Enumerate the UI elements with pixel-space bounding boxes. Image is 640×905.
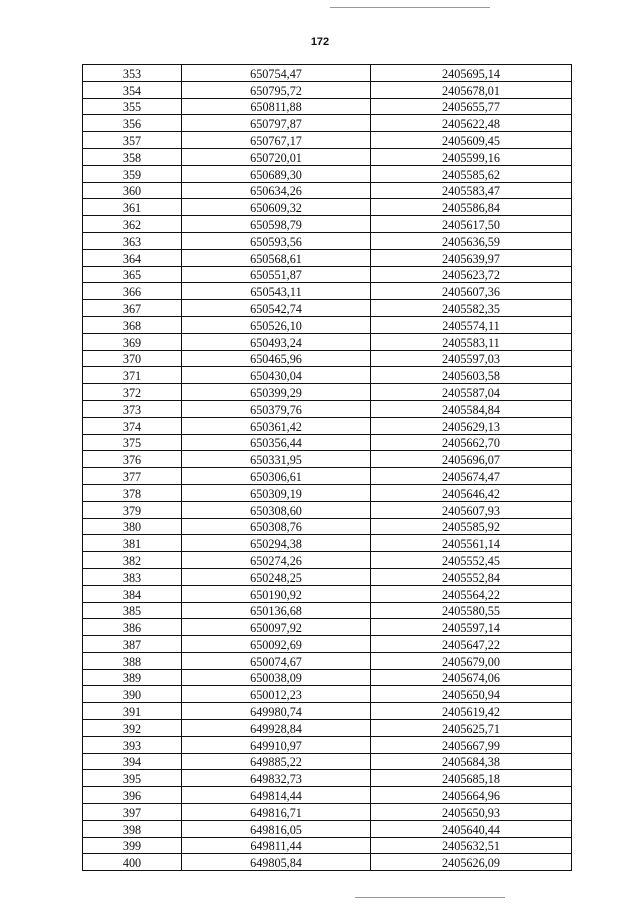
y-coordinate-cell: 2405585,62 bbox=[371, 165, 572, 182]
point-number-cell: 367 bbox=[83, 300, 182, 317]
y-coordinate-cell: 2405619,42 bbox=[371, 703, 572, 720]
table-row bbox=[83, 350, 572, 367]
y-coordinate-cell: 2405609,45 bbox=[371, 132, 572, 149]
table-row bbox=[83, 703, 572, 720]
x-coordinate-cell: 650097,92 bbox=[182, 619, 371, 636]
point-number-cell: 382 bbox=[83, 552, 182, 569]
table-row bbox=[83, 787, 572, 804]
table-row bbox=[83, 216, 572, 233]
x-coordinate-cell: 650379,76 bbox=[182, 400, 371, 417]
point-number-cell: 368 bbox=[83, 316, 182, 333]
table-row bbox=[83, 636, 572, 653]
point-number-cell: 354 bbox=[83, 81, 182, 98]
point-number-cell: 395 bbox=[83, 770, 182, 787]
y-coordinate-cell: 2405607,93 bbox=[371, 501, 572, 518]
point-number-cell: 388 bbox=[83, 652, 182, 669]
table-row bbox=[83, 434, 572, 451]
table-row bbox=[83, 451, 572, 468]
y-coordinate-cell: 2405585,92 bbox=[371, 518, 572, 535]
page-number: 172 bbox=[310, 36, 330, 48]
y-coordinate-cell: 2405587,04 bbox=[371, 384, 572, 401]
table-row bbox=[83, 417, 572, 434]
table-row bbox=[83, 316, 572, 333]
x-coordinate-cell: 650012,23 bbox=[182, 686, 371, 703]
x-coordinate-cell: 650493,24 bbox=[182, 333, 371, 350]
coordinates-table-body bbox=[83, 65, 572, 871]
point-number-cell: 398 bbox=[83, 820, 182, 837]
bottom-divider bbox=[355, 897, 505, 898]
table-row bbox=[83, 619, 572, 636]
x-coordinate-cell: 650248,25 bbox=[182, 568, 371, 585]
y-coordinate-cell: 2405632,51 bbox=[371, 837, 572, 854]
y-coordinate-cell: 2405603,58 bbox=[371, 367, 572, 384]
table-row bbox=[83, 720, 572, 737]
point-number-cell: 359 bbox=[83, 165, 182, 182]
x-coordinate-cell: 650551,87 bbox=[182, 266, 371, 283]
y-coordinate-cell: 2405636,59 bbox=[371, 232, 572, 249]
point-number-cell: 391 bbox=[83, 703, 182, 720]
x-coordinate-cell: 650190,92 bbox=[182, 585, 371, 602]
x-coordinate-cell: 649928,84 bbox=[182, 720, 371, 737]
table-row bbox=[83, 804, 572, 821]
point-number-cell: 360 bbox=[83, 182, 182, 199]
table-row bbox=[83, 384, 572, 401]
point-number-cell: 356 bbox=[83, 115, 182, 132]
y-coordinate-cell: 2405597,03 bbox=[371, 350, 572, 367]
y-coordinate-cell: 2405674,06 bbox=[371, 669, 572, 686]
y-coordinate-cell: 2405583,11 bbox=[371, 333, 572, 350]
point-number-cell: 396 bbox=[83, 787, 182, 804]
point-number-cell: 389 bbox=[83, 669, 182, 686]
x-coordinate-cell: 650634,26 bbox=[182, 182, 371, 199]
y-coordinate-cell: 2405662,70 bbox=[371, 434, 572, 451]
y-coordinate-cell: 2405586,84 bbox=[371, 199, 572, 216]
table-row bbox=[83, 65, 572, 82]
table-row bbox=[83, 182, 572, 199]
x-coordinate-cell: 650598,79 bbox=[182, 216, 371, 233]
table-row bbox=[83, 518, 572, 535]
table-row bbox=[83, 602, 572, 619]
y-coordinate-cell: 2405679,00 bbox=[371, 652, 572, 669]
point-number-cell: 378 bbox=[83, 484, 182, 501]
y-coordinate-cell: 2405639,97 bbox=[371, 249, 572, 266]
y-coordinate-cell: 2405629,13 bbox=[371, 417, 572, 434]
y-coordinate-cell: 2405650,94 bbox=[371, 686, 572, 703]
y-coordinate-cell: 2405574,11 bbox=[371, 316, 572, 333]
point-number-cell: 372 bbox=[83, 384, 182, 401]
table-row bbox=[83, 669, 572, 686]
x-coordinate-cell: 650543,11 bbox=[182, 283, 371, 300]
y-coordinate-cell: 2405695,14 bbox=[371, 65, 572, 82]
x-coordinate-cell: 649910,97 bbox=[182, 736, 371, 753]
point-number-cell: 369 bbox=[83, 333, 182, 350]
x-coordinate-cell: 650309,19 bbox=[182, 484, 371, 501]
y-coordinate-cell: 2405597,14 bbox=[371, 619, 572, 636]
x-coordinate-cell: 650754,47 bbox=[182, 65, 371, 82]
point-number-cell: 357 bbox=[83, 132, 182, 149]
x-coordinate-cell: 650136,68 bbox=[182, 602, 371, 619]
table-row bbox=[83, 568, 572, 585]
x-coordinate-cell: 650811,88 bbox=[182, 98, 371, 115]
y-coordinate-cell: 2405583,47 bbox=[371, 182, 572, 199]
table-row bbox=[83, 81, 572, 98]
point-number-cell: 365 bbox=[83, 266, 182, 283]
x-coordinate-cell: 649814,44 bbox=[182, 787, 371, 804]
x-coordinate-cell: 650308,76 bbox=[182, 518, 371, 535]
table-row bbox=[83, 535, 572, 552]
y-coordinate-cell: 2405667,99 bbox=[371, 736, 572, 753]
y-coordinate-cell: 2405684,38 bbox=[371, 753, 572, 770]
x-coordinate-cell: 650542,74 bbox=[182, 300, 371, 317]
point-number-cell: 364 bbox=[83, 249, 182, 266]
x-coordinate-cell: 650306,61 bbox=[182, 468, 371, 485]
point-number-cell: 399 bbox=[83, 837, 182, 854]
y-coordinate-cell: 2405561,14 bbox=[371, 535, 572, 552]
table-row bbox=[83, 484, 572, 501]
y-coordinate-cell: 2405584,84 bbox=[371, 400, 572, 417]
y-coordinate-cell: 2405617,50 bbox=[371, 216, 572, 233]
table-row bbox=[83, 232, 572, 249]
y-coordinate-cell: 2405678,01 bbox=[371, 81, 572, 98]
y-coordinate-cell: 2405640,44 bbox=[371, 820, 572, 837]
x-coordinate-cell: 649832,73 bbox=[182, 770, 371, 787]
y-coordinate-cell: 2405564,22 bbox=[371, 585, 572, 602]
table-row bbox=[83, 333, 572, 350]
x-coordinate-cell: 650294,38 bbox=[182, 535, 371, 552]
point-number-cell: 358 bbox=[83, 148, 182, 165]
point-number-cell: 385 bbox=[83, 602, 182, 619]
table-row bbox=[83, 753, 572, 770]
x-coordinate-cell: 649811,44 bbox=[182, 837, 371, 854]
x-coordinate-cell: 650797,87 bbox=[182, 115, 371, 132]
y-coordinate-cell: 2405599,16 bbox=[371, 148, 572, 165]
point-number-cell: 384 bbox=[83, 585, 182, 602]
y-coordinate-cell: 2405696,07 bbox=[371, 451, 572, 468]
table-row bbox=[83, 854, 572, 871]
x-coordinate-cell: 650092,69 bbox=[182, 636, 371, 653]
x-coordinate-cell: 650308,60 bbox=[182, 501, 371, 518]
y-coordinate-cell: 2405647,22 bbox=[371, 636, 572, 653]
coordinates-table bbox=[82, 64, 572, 871]
x-coordinate-cell: 650795,72 bbox=[182, 81, 371, 98]
point-number-cell: 375 bbox=[83, 434, 182, 451]
table-row bbox=[83, 300, 572, 317]
x-coordinate-cell: 649805,84 bbox=[182, 854, 371, 871]
y-coordinate-cell: 2405607,36 bbox=[371, 283, 572, 300]
x-coordinate-cell: 650465,96 bbox=[182, 350, 371, 367]
x-coordinate-cell: 649816,71 bbox=[182, 804, 371, 821]
x-coordinate-cell: 649980,74 bbox=[182, 703, 371, 720]
point-number-cell: 355 bbox=[83, 98, 182, 115]
x-coordinate-cell: 650568,61 bbox=[182, 249, 371, 266]
x-coordinate-cell: 650526,10 bbox=[182, 316, 371, 333]
table-row bbox=[83, 820, 572, 837]
table-row bbox=[83, 98, 572, 115]
y-coordinate-cell: 2405626,09 bbox=[371, 854, 572, 871]
x-coordinate-cell: 650356,44 bbox=[182, 434, 371, 451]
y-coordinate-cell: 2405623,72 bbox=[371, 266, 572, 283]
table-row bbox=[83, 686, 572, 703]
y-coordinate-cell: 2405582,35 bbox=[371, 300, 572, 317]
x-coordinate-cell: 649885,22 bbox=[182, 753, 371, 770]
table-row bbox=[83, 770, 572, 787]
table-row bbox=[83, 552, 572, 569]
point-number-cell: 370 bbox=[83, 350, 182, 367]
point-number-cell: 394 bbox=[83, 753, 182, 770]
table-row bbox=[83, 652, 572, 669]
point-number-cell: 387 bbox=[83, 636, 182, 653]
point-number-cell: 393 bbox=[83, 736, 182, 753]
point-number-cell: 381 bbox=[83, 535, 182, 552]
table-row bbox=[83, 115, 572, 132]
point-number-cell: 380 bbox=[83, 518, 182, 535]
point-number-cell: 379 bbox=[83, 501, 182, 518]
x-coordinate-cell: 650767,17 bbox=[182, 132, 371, 149]
point-number-cell: 373 bbox=[83, 400, 182, 417]
y-coordinate-cell: 2405664,96 bbox=[371, 787, 572, 804]
x-coordinate-cell: 650720,01 bbox=[182, 148, 371, 165]
table-row bbox=[83, 283, 572, 300]
table-row bbox=[83, 367, 572, 384]
y-coordinate-cell: 2405552,45 bbox=[371, 552, 572, 569]
point-number-cell: 362 bbox=[83, 216, 182, 233]
point-number-cell: 366 bbox=[83, 283, 182, 300]
point-number-cell: 377 bbox=[83, 468, 182, 485]
table-row bbox=[83, 585, 572, 602]
x-coordinate-cell: 649816,05 bbox=[182, 820, 371, 837]
x-coordinate-cell: 650361,42 bbox=[182, 417, 371, 434]
y-coordinate-cell: 2405625,71 bbox=[371, 720, 572, 737]
x-coordinate-cell: 650430,04 bbox=[182, 367, 371, 384]
table-row bbox=[83, 148, 572, 165]
point-number-cell: 383 bbox=[83, 568, 182, 585]
table-row bbox=[83, 736, 572, 753]
x-coordinate-cell: 650689,30 bbox=[182, 165, 371, 182]
top-divider bbox=[330, 7, 490, 8]
y-coordinate-cell: 2405685,18 bbox=[371, 770, 572, 787]
point-number-cell: 386 bbox=[83, 619, 182, 636]
point-number-cell: 374 bbox=[83, 417, 182, 434]
y-coordinate-cell: 2405650,93 bbox=[371, 804, 572, 821]
table-row bbox=[83, 501, 572, 518]
x-coordinate-cell: 650274,26 bbox=[182, 552, 371, 569]
y-coordinate-cell: 2405552,84 bbox=[371, 568, 572, 585]
table-row bbox=[83, 199, 572, 216]
point-number-cell: 390 bbox=[83, 686, 182, 703]
table-row bbox=[83, 249, 572, 266]
x-coordinate-cell: 650331,95 bbox=[182, 451, 371, 468]
table-row bbox=[83, 837, 572, 854]
table-row bbox=[83, 165, 572, 182]
y-coordinate-cell: 2405580,55 bbox=[371, 602, 572, 619]
table-row bbox=[83, 266, 572, 283]
point-number-cell: 397 bbox=[83, 804, 182, 821]
y-coordinate-cell: 2405655,77 bbox=[371, 98, 572, 115]
point-number-cell: 361 bbox=[83, 199, 182, 216]
point-number-cell: 392 bbox=[83, 720, 182, 737]
x-coordinate-cell: 650593,56 bbox=[182, 232, 371, 249]
table-row bbox=[83, 400, 572, 417]
table-row bbox=[83, 468, 572, 485]
point-number-cell: 353 bbox=[83, 65, 182, 82]
y-coordinate-cell: 2405674,47 bbox=[371, 468, 572, 485]
x-coordinate-cell: 650038,09 bbox=[182, 669, 371, 686]
y-coordinate-cell: 2405646,42 bbox=[371, 484, 572, 501]
x-coordinate-cell: 650609,32 bbox=[182, 199, 371, 216]
x-coordinate-cell: 650074,67 bbox=[182, 652, 371, 669]
table-row bbox=[83, 132, 572, 149]
point-number-cell: 400 bbox=[83, 854, 182, 871]
y-coordinate-cell: 2405622,48 bbox=[371, 115, 572, 132]
point-number-cell: 363 bbox=[83, 232, 182, 249]
x-coordinate-cell: 650399,29 bbox=[182, 384, 371, 401]
point-number-cell: 371 bbox=[83, 367, 182, 384]
point-number-cell: 376 bbox=[83, 451, 182, 468]
